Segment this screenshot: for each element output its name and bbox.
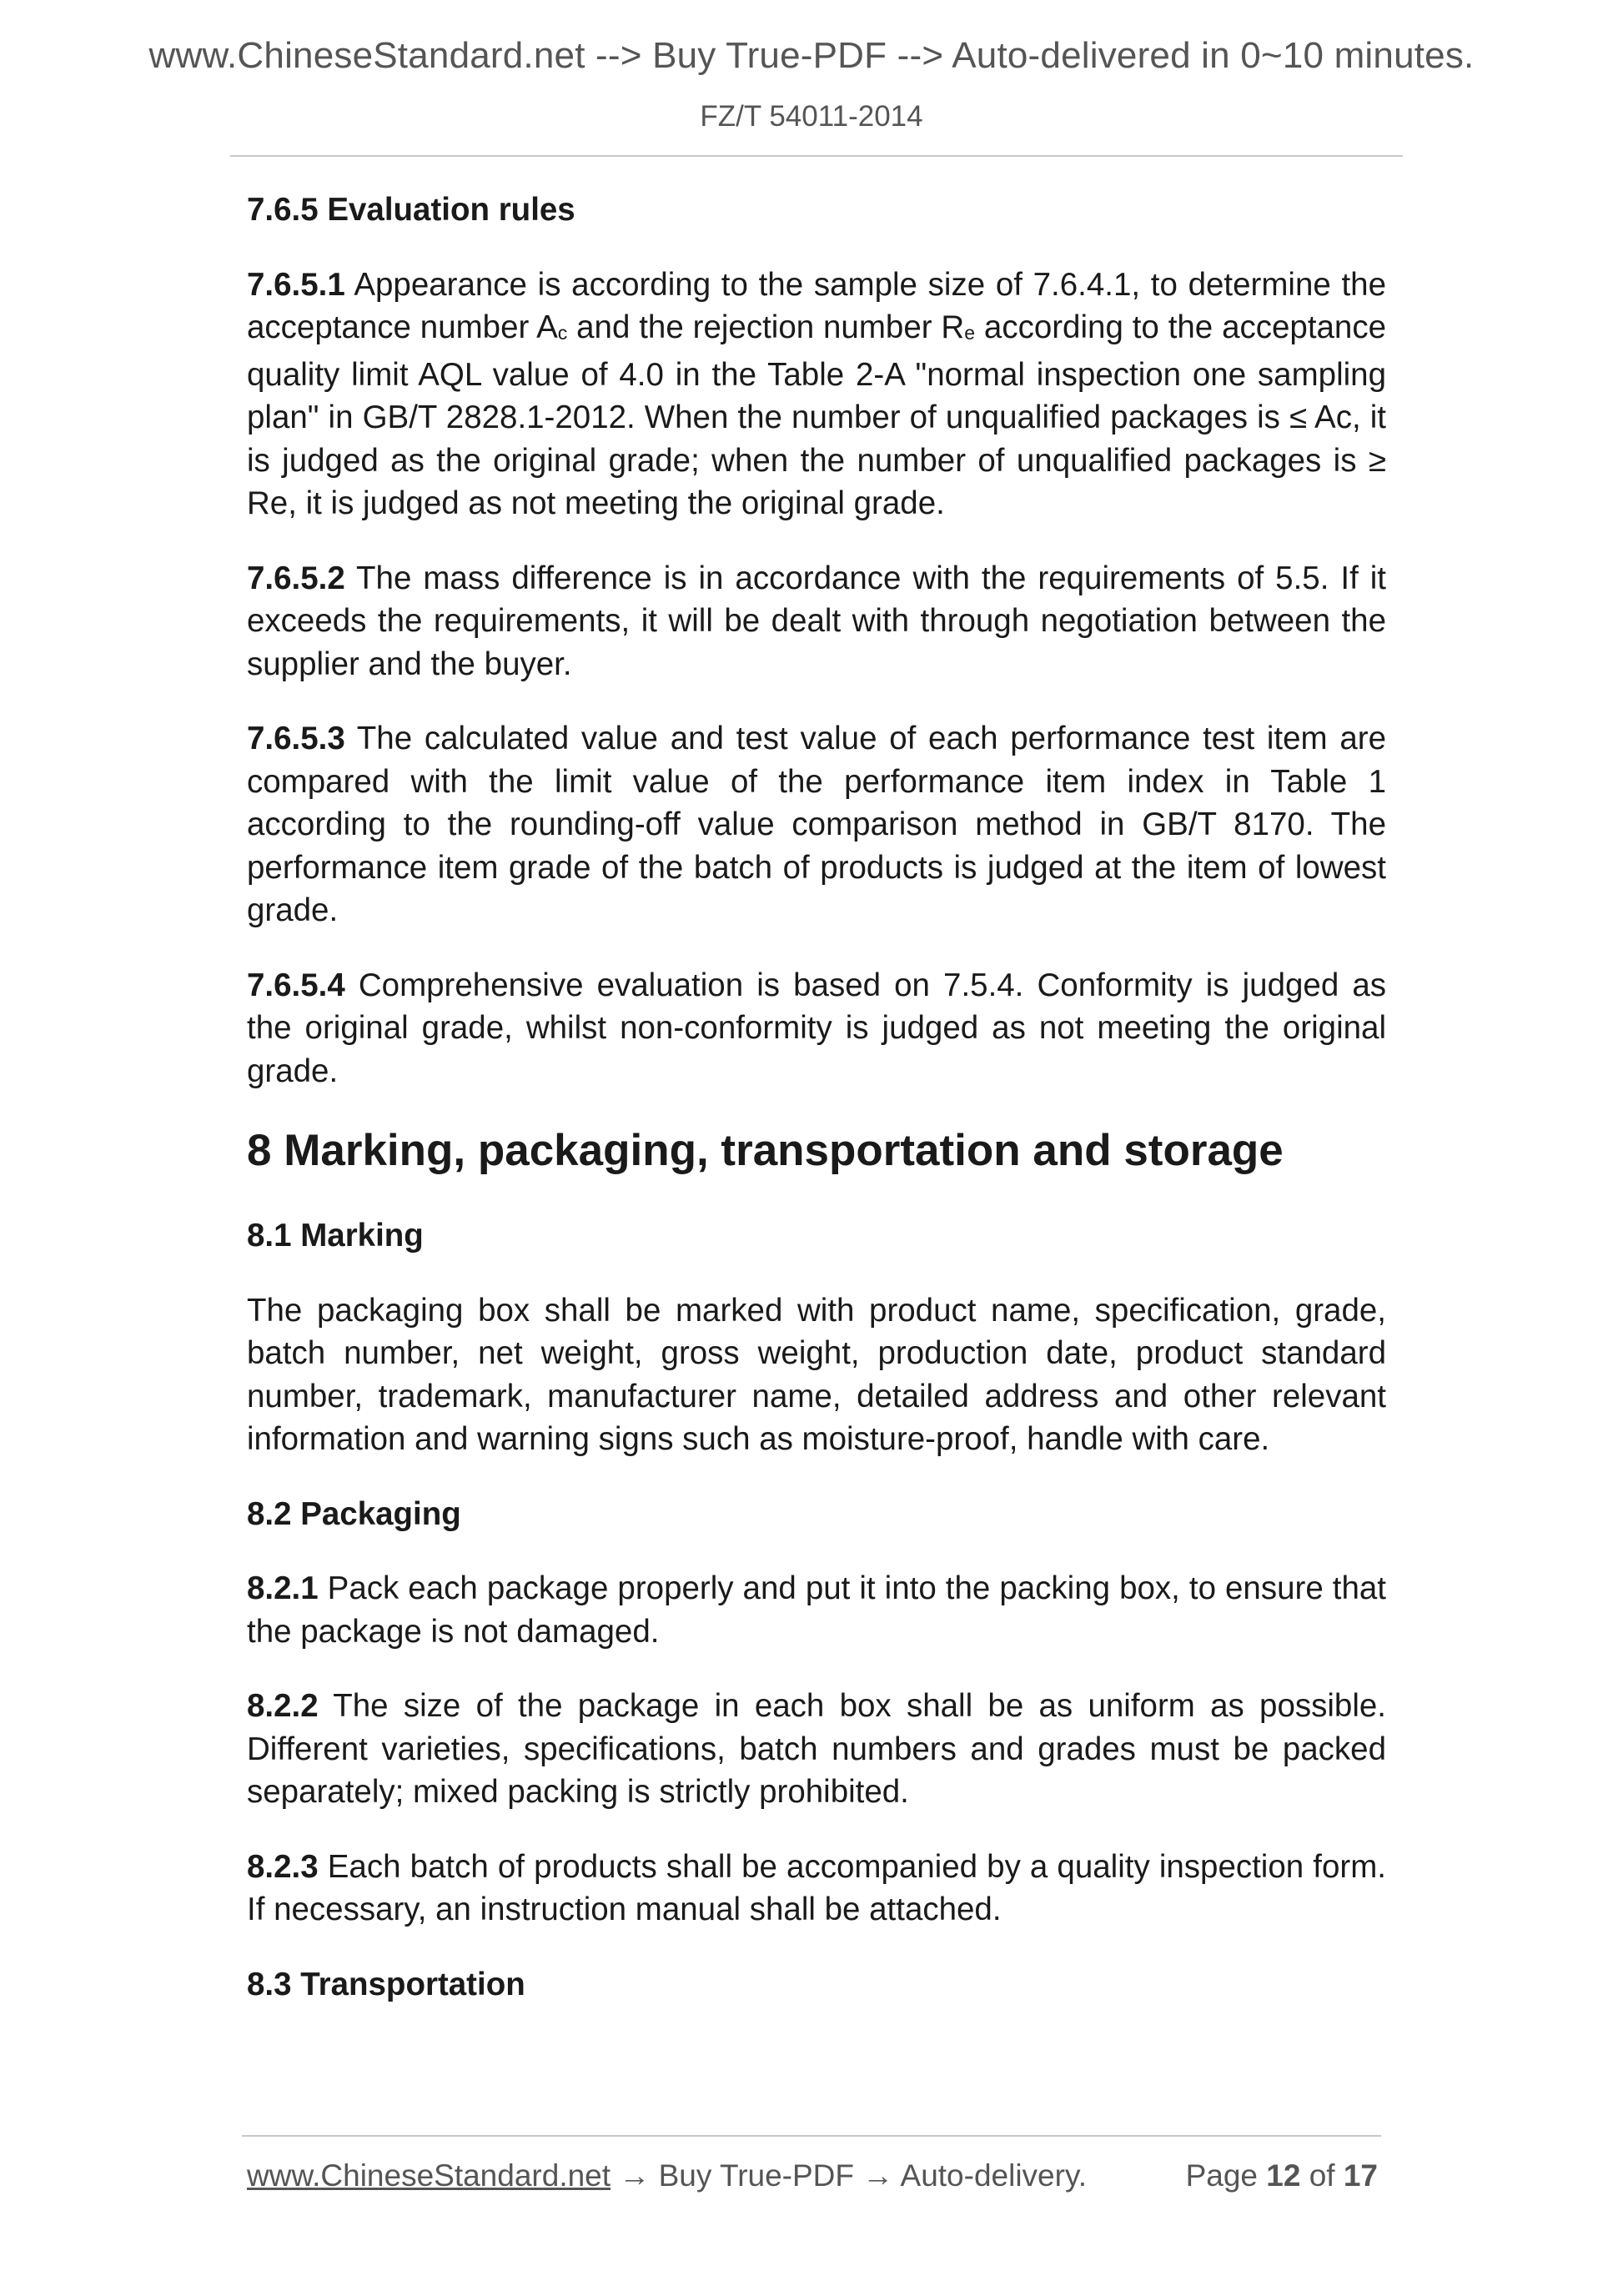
clause-text: Each batch of products shall be accompanied by a quality inspection form. If necessary, an instruction manual shall be attached. xyxy=(247,1848,1386,1927)
paragraph-8-1: The packaging box shall be marked with product name, specification, grade, batch number, net weight, gross weight, production date, product standard number, trademark, manufacturer name, detailed address and other relevant information and warning signs such as moisture-proof, handle with care. xyxy=(247,1292,1386,1457)
header-divider xyxy=(230,155,1403,157)
paragraph-8-2-2 xyxy=(247,1685,1386,1814)
clause-text: according to the acceptance quality limit AQL value of 4.0 in the Table 2-A "normal inspection one sampling plan" in GB/T 2828.1-2012. When the number of unqualified packages is ≤ Ac, it is judged as the original grade; when the number of unqualified packages is ≥ Re, it is judged as not meeting the original grade. xyxy=(247,309,1387,521)
clause-number: 8.2.3 xyxy=(247,1848,319,1885)
clause-text: The size of the package in each box shall be as uniform as possible. Different varieties, specifications, batch numbers and grades must be packed separately; mixed packing is strictly prohibited. xyxy=(247,1688,1386,1810)
heading-7-6-5: 7.6.5 Evaluation rules xyxy=(247,192,575,228)
document-code: FZ/T 54011-2014 xyxy=(700,100,923,133)
clause-text: The mass difference is in accordance with the requirements of 5.5. If it exceeds the requirements, it will be dealt with through negotiation between the supplier and the buyer. xyxy=(247,560,1386,682)
page-indicator xyxy=(1186,2158,1378,2193)
paragraph-8-2-1 xyxy=(247,1567,1386,1653)
clause-number: 7.6.5.2 xyxy=(247,560,345,596)
page-content xyxy=(247,188,1386,2037)
clause-number: 7.6.5.1 xyxy=(247,266,345,303)
subscript-c: c xyxy=(557,322,568,344)
clause-number: 7.6.5.4 xyxy=(247,967,345,1003)
total-pages-number: 17 xyxy=(1343,2158,1378,2193)
heading-section-8: 8 Marking, packaging, transportation and storage xyxy=(247,1126,1284,1175)
paragraph-7-6-5-4 xyxy=(247,964,1386,1093)
clause-text: and the rejection number R xyxy=(567,309,965,345)
clause-text: The calculated value and test value of each performance test item are compared with the limit value of the performance item index in Table 1 according to the rounding-off value comparison method in GB/T 8170. The performance item grade of the batch of products is judged at the item of lowest grade. xyxy=(247,721,1386,928)
clause-text: Comprehensive evaluation is based on 7.5.4. Conformity is judged as the original grade, whilst non-conformity is judged as not meeting the original grade. xyxy=(247,967,1386,1089)
clause-number: 8.2.2 xyxy=(247,1688,319,1724)
current-page-number: 12 xyxy=(1266,2158,1301,2193)
paragraph-7-6-5-3 xyxy=(247,717,1386,932)
clause-number: 8.2.1 xyxy=(247,1570,319,1606)
page-of-label: of xyxy=(1300,2158,1344,2193)
heading-8-2: 8.2 Packaging xyxy=(247,1495,461,1532)
paragraph-7-6-5-2 xyxy=(247,557,1386,686)
subscript-e: e xyxy=(964,322,976,344)
clause-text: Pack each package properly and put it into the packing box, to ensure that the package is not damaged. xyxy=(247,1570,1386,1650)
paragraph-8-2-3 xyxy=(247,1846,1386,1932)
footer-website-link[interactable]: www.ChineseStandard.net xyxy=(247,2158,611,2193)
paragraph-7-6-5-1 xyxy=(247,264,1386,525)
heading-8-3: 8.3 Transportation xyxy=(247,1966,525,2002)
page-label: Page xyxy=(1185,2158,1267,2193)
clause-text: Appearance is according to the sample size of 7.6.4.1, to determine the acceptance number A xyxy=(247,266,1386,345)
footer-divider xyxy=(242,2135,1381,2137)
top-banner: www.ChineseStandard.net --> Buy True-PDF --> Auto-delivered in 0~10 minutes. xyxy=(148,35,1475,76)
clause-number: 7.6.5.3 xyxy=(247,721,345,756)
heading-8-1: 8.1 Marking xyxy=(247,1218,424,1254)
page-footer xyxy=(247,2158,1378,2193)
footer-tagline: → Buy True-PDF → Auto-delivery. xyxy=(611,2158,1087,2193)
